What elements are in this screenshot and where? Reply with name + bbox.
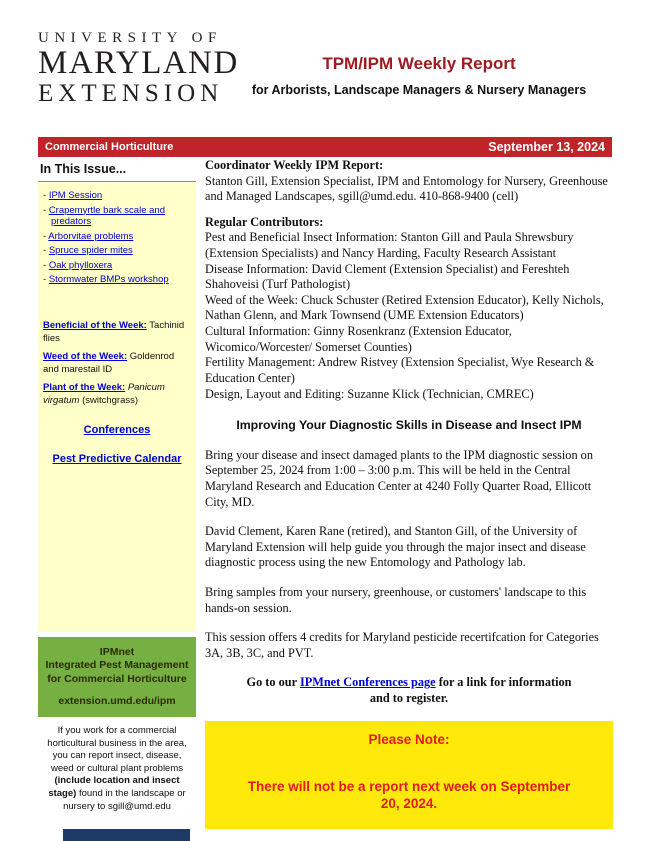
beneficial-of-week-link[interactable]: Beneficial of the Week: [43, 320, 147, 332]
in-this-issue-heading: In This Issue... [38, 160, 196, 182]
list-item: - Arborvitae problems [43, 230, 134, 242]
feature-plant-of-week [43, 382, 191, 407]
please-note-box [205, 721, 613, 829]
contributor-line: Disease Information: David Clement (Extension Specialist) and Fereshteh Shahoveisi (Turf Pathologist) [205, 261, 570, 292]
list-item: - IPM Session [43, 190, 103, 201]
article-paragraph: David Clement, Karen Rane (retired), and Stanton Gill, of the University of Maryland Extension will help guide you through the major insect and disease diagnostic process using the new Entomology and Pathology lab. [205, 524, 586, 570]
report-title: TPM/IPM Weekly Report [322, 54, 516, 73]
issue-link-ipm-session[interactable]: IPM Session [48, 190, 103, 201]
contributor-line: Fertility Management: Andrew Ristvey (Extension Specialist, Wye Research & Education Center) [205, 355, 595, 385]
coordinator-heading: Coordinator Weekly IPM Report: [205, 158, 384, 172]
masthead-title-block [225, 54, 613, 97]
logo-extension: EXTENSION [38, 79, 224, 107]
report-subtitle: for Arborists, Landscape Managers & Nursery Managers [251, 83, 587, 97]
weed-of-week-text: Goldenrod and marestail ID [43, 351, 175, 375]
article-paragraph: Bring samples from your nursery, greenhouse, or customers' landscape to this hands-on session. [205, 585, 587, 615]
article-paragraph: Bring your disease and insect damaged plants to the IPM diagnostic session on September 25, 2024 from 1:00 – 3:00 p.m. This will be held in the Central Maryland Research and Education Center at 4240 Folly Quarter Road, Ellicott City, MD. [205, 447, 593, 509]
issue-link-list [43, 190, 191, 286]
report-note-bold: (include location and insect stage) [48, 775, 180, 799]
conferences-link[interactable]: Conferences [83, 424, 151, 437]
logo-university-of: UNIVERSITY OF [38, 30, 222, 46]
report-note-text-1: If you work for a commercial horticultural business in the area, you can report insect, disease, weed or cultural plant problems [47, 725, 187, 774]
register-text-before: Go to our [246, 675, 297, 690]
logo-maryland: MARYLAND [38, 44, 239, 81]
sgill-email-link[interactable]: sgill@umd.edu [107, 800, 171, 812]
issue-link-stormwater-bmps[interactable]: Stormwater BMPs workshop [48, 274, 169, 286]
register-text-after: for a link for information and to register. [369, 675, 572, 706]
cut-off-blue-bar [63, 829, 190, 841]
main-content [205, 158, 613, 829]
ipmnet-url[interactable]: extension.umd.edu/ipm [58, 695, 176, 708]
contributors-heading: Regular Contributors: [205, 214, 324, 229]
report-note-text-2: found in the landscape or nursery to [63, 787, 186, 812]
issue-link-oak-phylloxera[interactable]: Oak phylloxera [48, 259, 113, 271]
article-paragraph: This session offers 4 credits for Maryland pesticide recertifcation for Categories 3A, 3B, 3C, and PVT. [205, 630, 599, 660]
beneficial-of-week-text: Tachinid flies [43, 320, 185, 344]
register-line [244, 675, 574, 706]
issue-link-arborvitae[interactable]: Arborvitae problems [48, 230, 134, 242]
contributor-line: Design, Layout and Editing: Suzanne Klick (Technician, CMREC) [205, 386, 534, 401]
section-banner [38, 137, 612, 157]
report-problems-note [38, 717, 196, 813]
umd-extension-logo [38, 30, 239, 107]
ipmnet-title-line1: IPMnet [99, 646, 135, 658]
issue-link-crapemyrtle[interactable]: Crapemyrtle bark scale and predators [48, 204, 165, 228]
contributor-line: Pest and Beneficial Insect Information: Stanton Gill and Paula Shrewsbury (Extension Specialists) and Nancy Harding, Faculty Research Assistant [205, 230, 574, 261]
ipmnet-conferences-page-link[interactable]: IPMnet Conferences page [299, 675, 436, 690]
in-this-issue-box [38, 182, 196, 632]
please-note-body: There will not be a report next week on September 20, 2024. [247, 778, 571, 812]
ipmnet-title-line2: Integrated Pest Management for Commercial Horticulture [45, 659, 189, 685]
list-item: - Crapemyrtle bark scale and predators [43, 204, 165, 228]
coordinator-text: Stanton Gill, Extension Specialist, IPM and Entomology for Nursery, Greenhouse and Managed Landscapes, sgill@umd.edu. 410-868-9400 (cell) [205, 173, 608, 204]
contributor-line: Weed of the Week: Chuck Schuster (Retired Extension Educator), Kelly Nichols, Nathan Glenn, and Mark Townsend (UME Extension Educators) [205, 292, 604, 323]
sidebar [38, 160, 196, 813]
feature-weed-of-week [43, 351, 191, 376]
weekly-features [43, 320, 191, 407]
conferences-row [43, 424, 191, 436]
contributor-line: Cultural Information: Ginny Rosenkranz (Extension Educator, Wicomico/Worcester/ Somerset Counties) [205, 324, 512, 354]
plant-of-week-latin-name: Panicum virgatum [43, 382, 165, 406]
pest-calendar-row [43, 453, 191, 465]
weed-of-week-link[interactable]: Weed of the Week: [43, 351, 128, 363]
banner-date: September 13, 2024 [488, 140, 605, 154]
ipmnet-box [38, 637, 196, 717]
plant-of-week-link[interactable]: Plant of the Week: [43, 382, 126, 394]
list-item: - Oak phylloxera [43, 259, 113, 271]
list-item: - Stormwater BMPs workshop [43, 274, 169, 286]
banner-section-label: Commercial Horticulture [45, 141, 174, 153]
list-item: - Spruce spider mites [43, 245, 133, 257]
issue-link-spruce-spider-mites[interactable]: Spruce spider mites [48, 245, 133, 257]
feature-beneficial-of-week [43, 320, 191, 345]
article-heading: Improving Your Diagnostic Skills in Disease and Insect IPM [236, 418, 582, 433]
plant-of-week-text: (switchgrass) [82, 394, 139, 406]
pest-predictive-calendar-link[interactable]: Pest Predictive Calendar [52, 453, 182, 466]
please-note-title: Please Note: [368, 731, 450, 747]
